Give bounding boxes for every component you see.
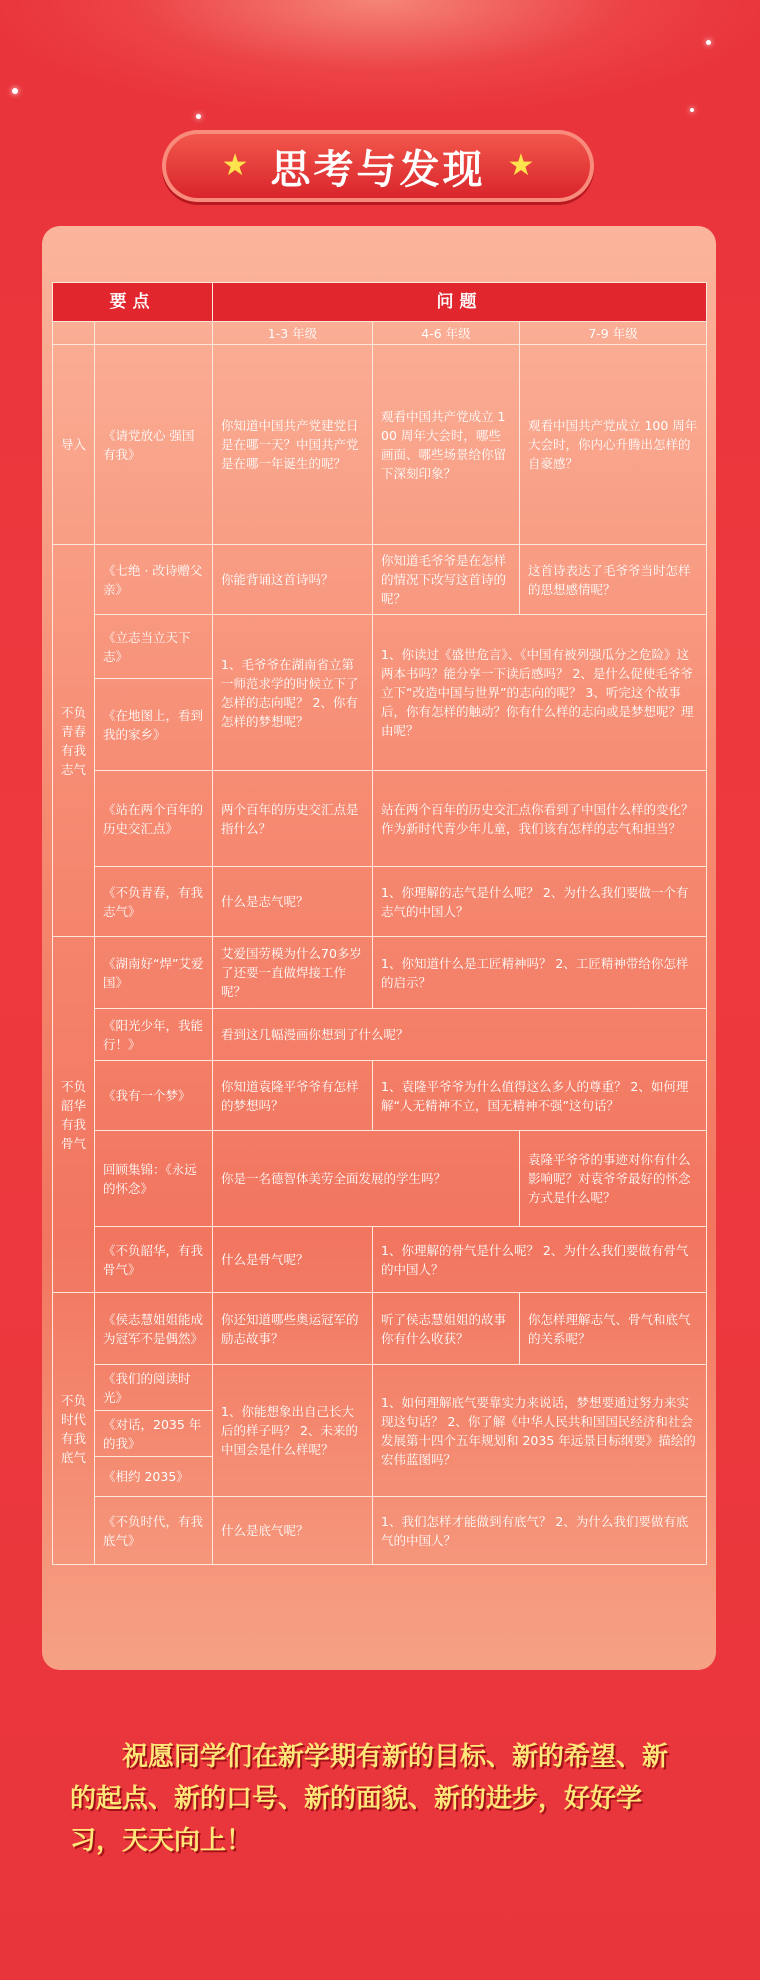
table-row bbox=[53, 1365, 707, 1411]
point-cell: 《请党放心 强国有我》 bbox=[95, 345, 213, 545]
star-icon: ★ bbox=[221, 148, 249, 183]
question-cell: 1、你理解的志气是什么呢？ 2、为什么我们要做一个有志气的中国人？ bbox=[373, 867, 707, 937]
header-questions: 问题 bbox=[213, 283, 707, 322]
question-cell: 袁隆平爷爷的事迹对你有什么影响呢？对袁爷爷最好的怀念方式是什么呢？ bbox=[520, 1131, 707, 1227]
question-cell: 你知道中国共产党建党日是在哪一天？中国共产党是在哪一年诞生的呢？ bbox=[213, 345, 373, 545]
table-row bbox=[53, 1293, 707, 1365]
question-cell: 1、袁隆平爷爷为什么值得这么多人的尊重？ 2、如何理解“人无精神不立，国无精神不强”这句话？ bbox=[373, 1061, 707, 1131]
point-cell: 《相约 2035》 bbox=[95, 1457, 213, 1497]
table-row bbox=[53, 771, 707, 867]
point-cell: 《站在两个百年的历史交汇点》 bbox=[95, 771, 213, 867]
sparkle-icon bbox=[690, 108, 694, 112]
table-row bbox=[53, 937, 707, 1009]
question-cell: 站在两个百年的历史交汇点你看到了中国什么样的变化？作为新时代青少年儿童，我们该有怎样的志气和担当？ bbox=[373, 771, 707, 867]
question-cell: 1、如何理解底气要靠实力来说话，梦想要通过努力来实现这句话？ 2、你了解《中华人民共和国国民经济和社会发展第十四个五年规划和 2035 年远景目标纲要》描绘的宏伟蓝图吗？ bbox=[373, 1365, 707, 1497]
point-cell: 《不负青春，有我志气》 bbox=[95, 867, 213, 937]
table-row bbox=[53, 867, 707, 937]
point-cell: 《我有一个梦》 bbox=[95, 1061, 213, 1131]
grade-label: 4-6 年级 bbox=[373, 322, 520, 345]
question-cell: 1、你能想象出自己长大后的样子吗？ 2、未来的中国会是什么样呢？ bbox=[213, 1365, 373, 1497]
question-cell: 你怎样理解志气、骨气和底气的关系呢？ bbox=[520, 1293, 707, 1365]
sparkle-icon bbox=[12, 88, 18, 94]
point-cell: 《湖南好“焊”艾爱国》 bbox=[95, 937, 213, 1009]
table-header-row bbox=[53, 283, 707, 322]
blank-cell bbox=[95, 322, 213, 345]
question-cell: 1、毛爷爷在湖南省立第一师范求学的时候立下了怎样的志向呢？ 2、你有怎样的梦想呢？ bbox=[213, 615, 373, 771]
table-row bbox=[53, 1497, 707, 1565]
sparkle-icon bbox=[706, 40, 711, 45]
section-label: 导入 bbox=[53, 345, 95, 545]
point-cell: 《不负韶华，有我骨气》 bbox=[95, 1227, 213, 1293]
section-label: 不负青春 有我志气 bbox=[53, 545, 95, 937]
top-glow bbox=[0, 0, 760, 110]
question-cell: 观看中国共产党成立 100 周年大会时，你内心升腾出怎样的自豪感？ bbox=[520, 345, 707, 545]
point-cell: 《在地图上，看到我的家乡》 bbox=[95, 679, 213, 771]
question-cell: 这首诗表达了毛爷爷当时怎样的思想感情呢？ bbox=[520, 545, 707, 615]
point-cell: 《阳光少年，我能行！》 bbox=[95, 1009, 213, 1061]
table-row bbox=[53, 1131, 707, 1227]
point-cell: 《对话，2035 年的我》 bbox=[95, 1411, 213, 1457]
question-cell: 1、你知道什么是工匠精神吗？ 2、工匠精神带给你怎样的启示？ bbox=[373, 937, 707, 1009]
table-row bbox=[53, 1009, 707, 1061]
page-title: 思考与发现 bbox=[270, 146, 486, 193]
grade-label: 1-3 年级 bbox=[213, 322, 373, 345]
question-cell: 什么是骨气呢？ bbox=[213, 1227, 373, 1293]
grade-row bbox=[53, 322, 707, 345]
blank-cell bbox=[53, 322, 95, 345]
question-cell: 你还知道哪些奥运冠军的励志故事？ bbox=[213, 1293, 373, 1365]
question-cell: 看到这几幅漫画你想到了什么呢？ bbox=[213, 1009, 707, 1061]
question-cell: 艾爱国劳模为什么70多岁了还要一直做焊接工作呢？ bbox=[213, 937, 373, 1009]
question-cell: 你知道毛爷爷是在怎样的情况下改写这首诗的呢？ bbox=[373, 545, 520, 615]
question-cell: 听了侯志慧姐姐的故事你有什么收获？ bbox=[373, 1293, 520, 1365]
point-cell: 《七绝 · 改诗赠父亲》 bbox=[95, 545, 213, 615]
question-cell: 1、你读过《盛世危言》、《中国有被列强瓜分之危险》这两本书吗？能分享一下读后感吗？ 2、是什么促使毛爷爷立下“改造中国与世界”的志向的呢？ 3、听完这个故事后，你有怎样的触动？你有什么样的志向或是梦想呢？理由呢？ bbox=[373, 615, 707, 771]
question-cell: 什么是志气呢？ bbox=[213, 867, 373, 937]
blessing-text: 祝愿同学们在新学期有新的目标、新的希望、新的起点、新的口号、新的面貌、新的进步，好好学习，天天向上！ bbox=[70, 1742, 669, 1856]
table-row bbox=[53, 345, 707, 545]
question-cell: 1、我们怎样才能做到有底气？ 2、为什么我们要做有底气的中国人？ bbox=[373, 1497, 707, 1565]
point-cell: 《我们的阅读时光》 bbox=[95, 1365, 213, 1411]
point-cell: 《不负时代，有我底气》 bbox=[95, 1497, 213, 1565]
section-label: 不负时代 有我底气 bbox=[53, 1293, 95, 1565]
question-cell: 你知道袁隆平爷爷有怎样的梦想吗？ bbox=[213, 1061, 373, 1131]
table-row bbox=[53, 1061, 707, 1131]
table-row bbox=[53, 1227, 707, 1293]
table-row bbox=[53, 545, 707, 615]
grade-label: 7-9 年级 bbox=[520, 322, 707, 345]
star-icon: ★ bbox=[507, 148, 535, 183]
table-row bbox=[53, 615, 707, 679]
discussion-table bbox=[52, 282, 707, 1565]
point-cell: 回顾集锦：《永远的怀念》 bbox=[95, 1131, 213, 1227]
question-cell: 1、你理解的骨气是什么呢？ 2、为什么我们要做有骨气的中国人？ bbox=[373, 1227, 707, 1293]
point-cell: 《侯志慧姐姐能成为冠军不是偶然》 bbox=[95, 1293, 213, 1365]
question-cell: 什么是底气呢？ bbox=[213, 1497, 373, 1565]
question-cell: 两个百年的历史交汇点是指什么？ bbox=[213, 771, 373, 867]
point-cell: 《立志当立天下志》 bbox=[95, 615, 213, 679]
section-title-banner bbox=[162, 130, 594, 202]
section-label: 不负韶华 有我骨气 bbox=[53, 937, 95, 1293]
header-points: 要点 bbox=[53, 283, 213, 322]
question-cell: 观看中国共产党成立 100 周年大会时，哪些画面、哪些场景给你留下深刻印象？ bbox=[373, 345, 520, 545]
question-cell: 你能背诵这首诗吗？ bbox=[213, 545, 373, 615]
question-cell: 你是一名德智体美劳全面发展的学生吗？ bbox=[213, 1131, 520, 1227]
sparkle-icon bbox=[196, 114, 201, 119]
